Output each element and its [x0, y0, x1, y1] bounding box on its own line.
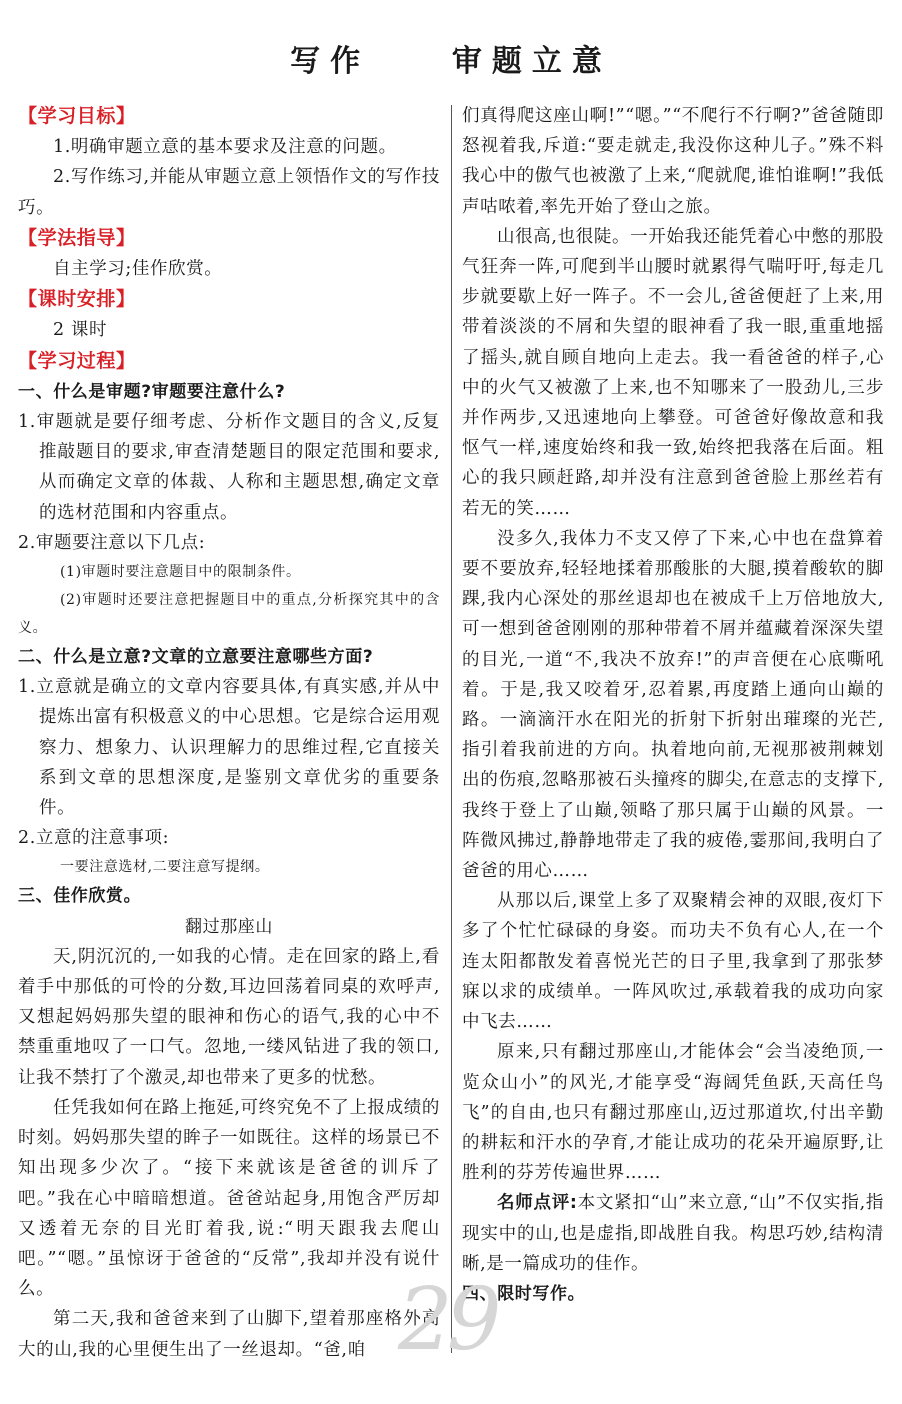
- method-text: 自主学习;佳作欣赏。: [53, 259, 223, 280]
- essay-paragraph-5: 没多久,我体力不支又停了下来,心中也在盘算着要不要放弃,轻轻地揉着那酸胀的大腿,摸着酸软的脚踝,我内心深处的那丝退却也在被成千上万倍地放大,可一想到爸爸刚刚的那种带着不屑并蕴藏着深深失望的目光,一道“不,我决不放弃!”的声音便在心底嘶吼着。于是,我又咬着牙,忍着累,再度踏上通向山巅的路。一滴滴汗水在阳光的折射下折射出璀璨的光芒,指引着我前进的方向。执着地向前,无视那被荆棘划出的伤痕,忽略那被石头撞疼的脚尖,在意志的支撑下,我终于登上了山巅,领略了那只属于山巅的风景。一阵微风拂过,静静地带走了我的疲倦,霎那间,我明白了爸爸的用心……: [462, 528, 884, 882]
- paragraph-1: 1.审题就是要仔细考虑、分析作文题目的含义,反复推敲题目的要求,审查清楚题目的限定范围和要求,从而确定文章的体裁、人称和主题思想,确定文章的选材范围和内容重点。: [18, 412, 440, 523]
- column-divider: [451, 105, 452, 1353]
- paragraph-2b: (2)审题时还要注意把握题目中的重点,分析探究其中的含义。: [18, 592, 440, 637]
- essay-paragraph-4: 山很高,也很陡。一开始我还能凭着心中憋的那股气狂奔一阵,可爬到半山腰时就累得气喘吁吁,每走几步就要歇上好一阵子。不一会儿,爸爸便赶了上来,用带着淡淡的不屑和失望的眼神看了我一眼,重重地摇了摇头,就自顾自地向上走去。我一看爸爸的样子,心中的火气又被激了上来,也不知哪来了一股劲儿,三步并作两步,又迅速地向上攀登。可爸爸好像故意和我怄气一样,速度始终和我一致,始终把我落在后面。粗心的我只顾赶路,却并没有注意到爸爸脸上那丝若有若无的笑……: [462, 226, 884, 519]
- essay-title: 翻过那座山: [185, 916, 273, 937]
- page-title: 写作 审题立意: [290, 44, 612, 79]
- essay-paragraph-3-cont: 们真得爬这座山啊!”“嗯。”“不爬行不行啊?”爸爸随即怒视着我,斥道:“要走就走,我没你这种儿子。”殊不料我心中的傲气也被激了上来,“爬就爬,谁怕谁啊!”我低声咕哝着,率先开始了登山之旅。: [462, 106, 884, 217]
- essay-paragraph-7: 原来,只有翻过那座山,才能体会“会当凌绝顶,一览众山小”的风光,才能享受“海阔凭鱼跃,天高任鸟飞”的自由,也只有翻过那座山,迈过那道坎,付出辛勤的耕耘和汗水的孕育,才能让成功的花朵开遍原野,让胜利的芬芳传遍世界……: [462, 1042, 884, 1184]
- heading-4: 四、限时写作。: [462, 1283, 586, 1304]
- teacher-comment-lead: 名师点评:: [497, 1193, 578, 1214]
- teacher-comment-text: 本文紧扣“山”来立意,“山”不仅实指,指现实中的山,也是虚指,即战胜自我。构思巧妙,结构清晰,是一篇成功的佳作。: [462, 1193, 885, 1274]
- paragraph-2: 2.审题要注意以下几点:: [18, 532, 206, 553]
- paragraph-2a: (1)审题时要注意题目中的限制条件。: [60, 564, 301, 581]
- essay-paragraph-2: 任凭我如何在路上拖延,可终究免不了上报成绩的时刻。妈妈那失望的眸子一如既往。这样的场景已不知出现多少次了。“接下来就该是爸爸的训斥了吧。”我在心中暗暗想道。爸爸站起身,用饱含严厉却又透着无奈的目光盯着我,说:“明天跟我去爬山吧。”“嗯。”虽惊讶于爸爸的“反常”,我却并没有说什么。: [18, 1097, 440, 1300]
- section-tag-process: 【学习过程】: [18, 349, 136, 372]
- section-tag-schedule: 【课时安排】: [18, 288, 136, 311]
- essay-paragraph-3: 第二天,我和爸爸来到了山脚下,望着那座格外高大的山,我的心里便生出了一丝退却。“爸,咱: [18, 1309, 440, 1360]
- paragraph-4: 2.立意的注意事项:: [18, 828, 170, 849]
- essay-paragraph-6: 从那以后,课堂上多了双聚精会神的双眼,夜灯下多了个忙忙碌碌的身姿。而功夫不负有心人,在一个连太阳都散发着喜悦光芒的日子里,我拿到了那张梦寐以求的成绩单。一阵风吹过,承载着我的成功向家中飞去……: [462, 891, 884, 1033]
- heading-2: 二、什么是立意?文章的立意要注意哪些方面?: [18, 647, 374, 668]
- essay-paragraph-1: 天,阴沉沉的,一如我的心情。走在回家的路上,看着手中那低的可怜的分数,耳边回荡着同桌的欢呼声,又想起妈妈那失望的眼神和伤心的语气,我的心中不禁重重地叹了一口气。忽地,一缕风钻进了我的领口,让我不禁打了个激灵,却也带来了更多的忧愁。: [18, 946, 440, 1088]
- paragraph-4a: 一要注意选材,二要注意写提纲。: [60, 859, 270, 876]
- section-tag-method: 【学法指导】: [18, 226, 136, 249]
- schedule-text: 2 课时: [53, 320, 108, 341]
- paragraph-3: 1.立意就是确立的文章内容要具体,有真实感,并从中提炼出富有积极意义的中心思想。它是综合运用观察力、想象力、认识理解力的思维过程,它直接关系到文章的思想深度,是鉴别文章优劣的重要条件。: [18, 677, 440, 819]
- section-tag-goals: 【学习目标】: [18, 105, 136, 127]
- goal-item-2: 2.写作练习,并能从审题立意上领悟作文的写作技巧。: [18, 167, 440, 218]
- heading-1: 一、什么是审题?审题要注意什么?: [18, 381, 286, 402]
- left-column: [18, 101, 440, 1365]
- teacher-comment: [462, 1188, 884, 1279]
- page-number: 29: [398, 1270, 496, 1370]
- right-column: [462, 101, 884, 1309]
- heading-3: 三、佳作欣赏。: [18, 886, 142, 907]
- goal-item-1: 1.明确审题立意的基本要求及注意的问题。: [53, 137, 397, 158]
